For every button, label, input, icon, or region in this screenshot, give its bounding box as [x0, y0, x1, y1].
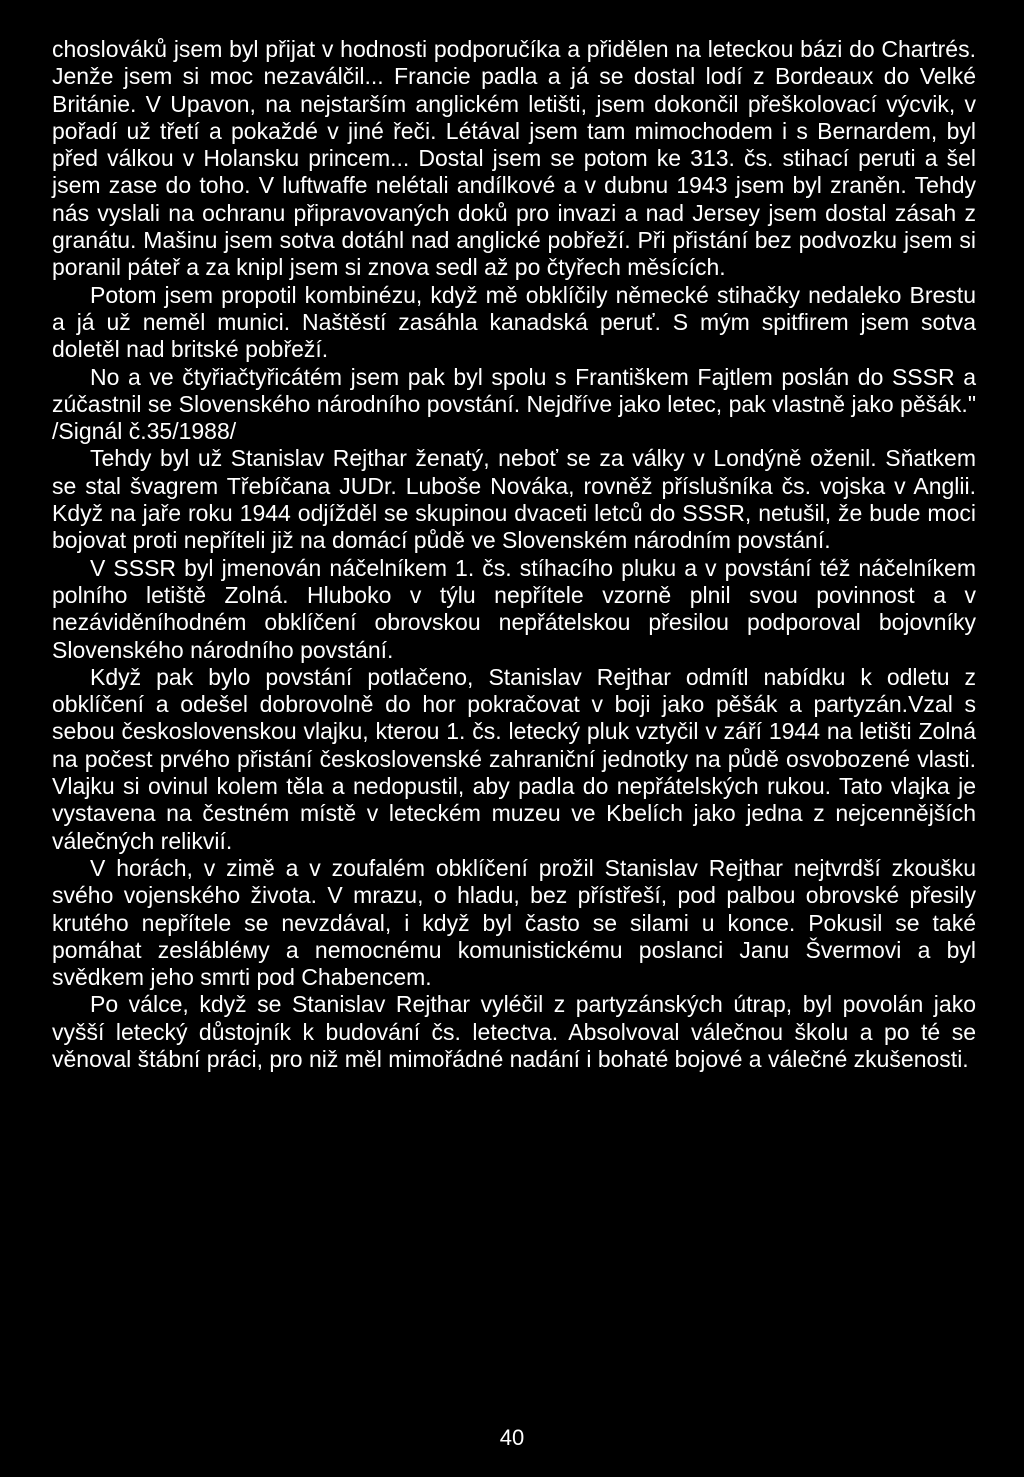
page-text: [52, 36, 976, 1073]
paragraph-4: Tehdy byl už Stanislav Rejthar ženatý, neboť se za války v Londýně oženil. Sňatkem se stal švagrem Třebíčana JUDr. Luboše Nováka, rovněž příslušníka čs. vojska v Anglii. Když na jaře roku 1944 odjížděl se skupinou dvaceti letců do SSSR, netušil, že bude moci bojovat proti nepříteli již na domácí půdě ve Slovenském národním povstání.: [52, 445, 976, 554]
page-number: 40: [499, 1425, 525, 1450]
paragraph-2: Potom jsem propotil kombinézu, když mě obklíčily německé stihačky nedaleko Brestu a já už neměl munici. Naštěstí zasáhla kanadská peruť. S mým spitfirem jsem sotva doletěl nad britské pobřeží.: [52, 281, 976, 363]
paragraph-6: Když pak bylo povstání potlačeno, Stanislav Rejthar odmítl nabídku k odletu z obklíčení a odešel dobrovolně do hor pokračovat v boji jako pěšák a partyzán.Vzal s sebou československou vlajku, kterou 1. čs. letecký pluk vztyčil v září 1944 na letišti Zolná na počest prvého přistání československé zahraniční jednotky na půdě osvobozené vlasti. Vlajku si ovinul kolem těla a nedopustil, aby padla do nepřátelských rukou. Tato vlajka je vystavena na čestném místě v leteckém muzeu ve Kbelích jako jedna z nejcennějších válečných relikvií.: [52, 663, 976, 854]
paragraph-3: No a ve čtyřiačtyřicátém jsem pak byl spolu s Františkem Fajtlem poslán do SSSR a zúčastnil se Slovenského národního povstání. Nejdříve jako letec, pak vlastně jako pěšák." /Signál č.35/1988/: [52, 363, 976, 445]
paragraph-5: V SSSR byl jmenován náčelníkem 1. čs. stíhacího pluku a v povstání též náčelníkem polního letiště Zolná. Hluboko v týlu nepřítele vzorně plnil svou povinnost a v nezáviděníhodném obklíčení obrovskou nepřátelskou přesilou podporoval bojovníky Slovenského národního povstání.: [52, 554, 976, 663]
paragraph-1: choslováků jsem byl přijat v hodnosti podporučíka a přidělen na leteckou bázi do Chartrés. Jenže jsem si moc nezaválčil... Francie padla a já se dostal lodí z Bordeaux do Velké Británie. V Upavon, na nejstarším anglickém letišti, jsem dokončil přeškolovací výcvik, v pořadí už třetí a pokaždé v jiné řeči. Létával jsem tam mimochodem i s Bernardem, byl před válkou v Holansku princem... Dostal jsem se potom ke 313. čs. stihací peruti a šel jsem zase do toho. V luftwaffe nelétali andílkové a v dubnu 1943 jsem byl zraněn. Tehdy nás vyslali na ochranu připravovaných doků pro invazi a nad Jersey jsem dostal zásah z granátu. Mašinu jsem sotva dotáhl nad anglické pobřeží. Při přistání bez podvozku jsem si poranil páteř a za knipl jsem si znova sedl až po čtyřech měsících.: [52, 36, 976, 281]
paragraph-8: Po válce, když se Stanislav Rejthar vyléčil z partyzánských útrap, byl povolán jako vyšší letecký důstojník k budování čs. letectva. Absolvoval válečnou školu a po té se věnoval štábní práci, pro niž měl mimořádné nadání i bohaté bojové a válečné zkušenosti.: [52, 991, 976, 1072]
paragraph-7: V horách, v zimě a v zoufalém obklíčení prožil Stanislav Rejthar nejtvrdší zkoušku svého vojenského života. V mrazu, o hladu, bez přístřeší, pod palbou obrovské přesily krutého nepřítele se nevzdával, i když byl často se silami u konce. Pokusil se také pomáhat zeslábléму a nemocnému komunistickému poslanci Janu Švermovi a byl svědkem jeho smrti pod Chabencem.: [52, 854, 976, 991]
